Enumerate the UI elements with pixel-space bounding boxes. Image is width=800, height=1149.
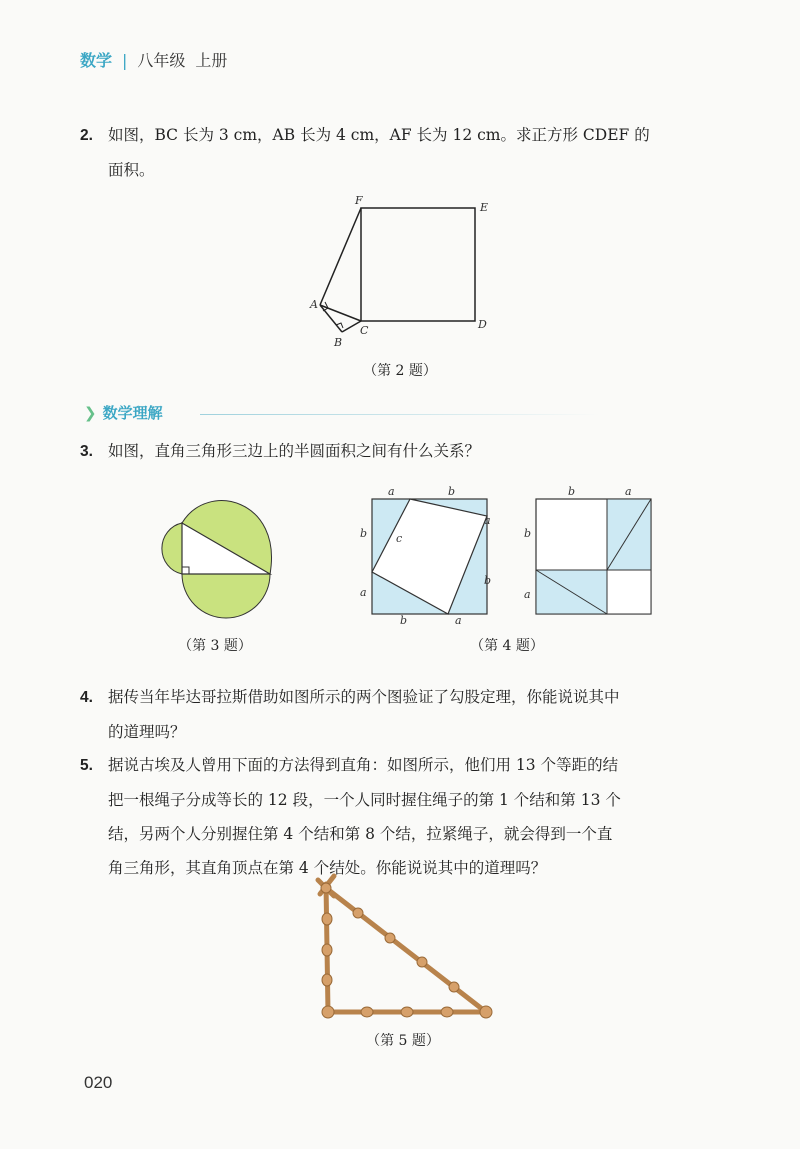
- label-a: a: [360, 586, 367, 599]
- figure-3-diagram: [148, 490, 288, 625]
- section-heading: [84, 402, 163, 423]
- problem-4: [80, 680, 720, 749]
- problem-text-line: 结，另两个人分别握住第 4 个结和第 8 个结，拉紧绳子，就会得到一个直: [108, 825, 613, 843]
- section-divider: [200, 414, 600, 415]
- figure-5-diagram: [310, 872, 500, 1027]
- square-cdef: [361, 208, 475, 321]
- label-c: C: [360, 324, 369, 337]
- label-d: D: [478, 318, 487, 331]
- figure-4-diagram: [350, 480, 680, 630]
- label-a: a: [524, 588, 531, 601]
- page-number: 020: [84, 1073, 113, 1092]
- figure-2-caption: （第 2 题）: [363, 363, 437, 379]
- segment-bc: [342, 321, 361, 332]
- section-title: 数学理解: [102, 404, 163, 422]
- subject-label: 数学: [80, 51, 113, 70]
- knot: [322, 913, 332, 925]
- knot: [353, 908, 363, 918]
- figure-4-caption: （第 4 题）: [470, 638, 544, 654]
- problem-number: 5.: [80, 757, 93, 774]
- page-header: [80, 48, 227, 71]
- label-c: c: [396, 532, 403, 545]
- small-square: [607, 570, 651, 614]
- knot: [480, 1006, 492, 1018]
- label-a: a: [484, 514, 491, 527]
- knot: [322, 944, 332, 956]
- problem-number: 2.: [80, 127, 93, 144]
- knot: [417, 957, 427, 967]
- semicircle-left-leg: [162, 523, 182, 574]
- figure-3-caption: （第 3 题）: [178, 638, 252, 654]
- problem-number: 4.: [80, 689, 93, 706]
- rope-hypotenuse: [326, 888, 486, 1012]
- term-label: 上册: [195, 51, 228, 70]
- semicircle-bottom-leg: [182, 574, 270, 618]
- problem-text-line: 据说古埃及人曾用下面的方法得到直角：如图所示，他们用 13 个等距的结: [108, 756, 619, 774]
- label-b: b: [360, 527, 368, 540]
- label-a: a: [625, 485, 632, 498]
- problem-number: 3.: [80, 443, 93, 460]
- figure-2-diagram: [300, 192, 520, 357]
- knot: [321, 883, 331, 893]
- knot: [361, 1007, 373, 1017]
- knot: [401, 1007, 413, 1017]
- knot: [322, 1006, 334, 1018]
- label-b: B: [334, 336, 343, 349]
- problem-text-line: 面积。: [108, 161, 155, 179]
- problem-text-line: 如图，直角三角形三边上的半圆面积之间有什么关系？: [108, 442, 481, 460]
- problem-3: [80, 434, 720, 469]
- label-f: F: [355, 194, 363, 207]
- problem-text-line: 角三角形，其直角顶点在第 4 个结处。你能说说其中的道理吗？: [108, 859, 547, 877]
- knot: [385, 933, 395, 943]
- problem-text-line: 据传当年毕达哥拉斯借助如图所示的两个图验证了勾股定理，你能说说其中: [108, 688, 620, 706]
- knot: [441, 1007, 453, 1017]
- knot: [322, 974, 332, 986]
- label-b: b: [400, 614, 408, 627]
- grade-label: 八年级: [137, 51, 186, 70]
- label-a: a: [455, 614, 462, 627]
- header-separator: |: [122, 51, 128, 70]
- figure-5-caption: （第 5 题）: [366, 1033, 440, 1049]
- problem-text-line: 把一根绳子分成等长的 12 段，一个人同时握住绳子的第 1 个结和第 13 个: [108, 791, 621, 809]
- problem-5: [80, 748, 720, 885]
- label-b: b: [448, 485, 456, 498]
- problem-text-line: 的道理吗？: [108, 723, 186, 741]
- label-b: b: [524, 527, 532, 540]
- label-b: b: [484, 574, 492, 587]
- label-e: E: [480, 201, 489, 214]
- label-b: b: [568, 485, 576, 498]
- chevron-right-icon: ❯: [84, 404, 97, 422]
- knot: [449, 982, 459, 992]
- label-a: a: [388, 485, 395, 498]
- label-a: A: [310, 298, 318, 311]
- problem-2: [80, 118, 720, 187]
- segment-fa: [320, 208, 361, 305]
- problem-text-line: 如图，BC 长为 3 cm，AB 长为 4 cm，AF 长为 12 cm。求正方形 CDEF 的: [108, 126, 650, 144]
